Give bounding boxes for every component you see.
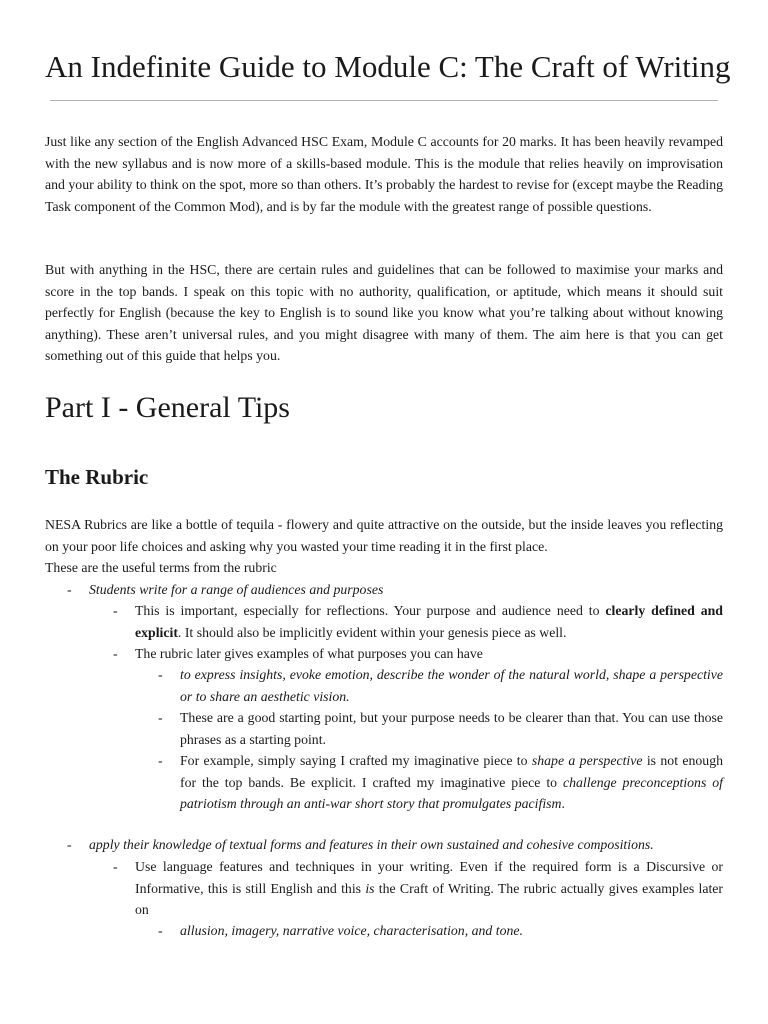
rubric-intro [45,514,723,579]
list-item-bold: clearly defined and explicit [135,603,723,640]
list-item-em: is [365,880,375,896]
intro-paragraph-1: Just like any section of the English Advanced HSC Exam, Module C accounts for 20 marks. It has been heavily revamped with the new syllabus and is now more of a skills-based module. This is the module that relies heavily on improvisation and your ability to think on the spot, more so than others. It’s probably the hardest to revise for (except maybe the Reading Task component of the Common Mod), and is by far the module with the greatest range of possible questions. [45,134,723,214]
list-item [135,856,723,921]
list-item-text: . It should also be implicitly evident within your genesis piece as well. [177,624,567,640]
list-item [180,920,723,942]
rubric-terms-line: These are the useful terms from the rubric [45,560,277,575]
list-item: These are a good starting point, but your purpose needs to be clearer than that. You can use those phrases as a starting point. [180,710,723,747]
list-bullet: - [113,859,118,874]
list-item [89,579,723,601]
list-item-em: shape a perspective [531,753,643,768]
list-item-text: . [561,796,565,811]
rubric-intro-text: NESA Rubrics are like a bottle of tequila - flowery and quite attractive on the outside, but the inside leaves you reflecting on your poor life choices and asking why you wasted your time reading it in the first place. [45,517,723,554]
list-bullet: - [113,646,118,661]
list-bullet: - [158,710,163,725]
list-item [89,834,723,856]
title-divider [50,100,718,101]
list-item: The rubric later gives examples of what purposes you can have [135,646,483,661]
list-item-text: allusion, imagery, narrative voice, characterisation, and tone. [180,923,523,938]
list-bullet: - [67,837,72,852]
list-item-text: Use language features and techniques in your writing. Even if the required form is a Discursive or Informative, this is still English and this [135,859,723,896]
document-title: An Indefinite Guide to Module C: The Craft of Writing [45,49,731,84]
list-bullet: - [67,582,72,597]
list-bullet: - [113,603,118,618]
list-item-text: is not enough for the top bands. Be explicit. I crafted my imaginative piece to [180,753,723,790]
part-heading: Part I - General Tips [45,391,290,424]
list-item-em: challenge preconceptions of patriotism through an anti-war short story that promulgates pacifism [180,774,723,811]
list-item [180,750,723,815]
section-heading: The Rubric [45,465,149,489]
intro-paragraph-2: But with anything in the HSC, there are certain rules and guidelines that can be followed to maximise your marks and score in the top bands. I speak on this topic with no authority, qualification, or aptitude, which means it should suit perfectly for English (because the key to English is to sound like you know what you’re talking about without knowing anything). These aren’t universal rules, and you might disagree with many of them. The aim here is that you can get something out of this guide that helps you. [45,262,723,363]
list-bullet: - [158,753,163,768]
list-item-text: apply their knowledge of textual forms and features in their own sustained and cohesive compositions. [89,837,654,852]
list-item-text: the Craft of Writing. The rubric actually gives examples later on [135,880,723,917]
list-bullet: - [158,667,163,682]
list-item-text: For example, simply saying I crafted my imaginative piece to [180,753,532,768]
list-item-text: Students write for a range of audiences and purposes [89,582,384,597]
list-bullet: - [158,923,163,938]
list-item [135,600,723,643]
list-item [180,664,723,707]
list-item-text: to express insights, evoke emotion, describe the wonder of the natural world, shape a perspective or to share an aesthetic vision. [180,667,723,704]
list-item-text: This is important, especially for reflections. Your purpose and audience need to [135,603,606,618]
